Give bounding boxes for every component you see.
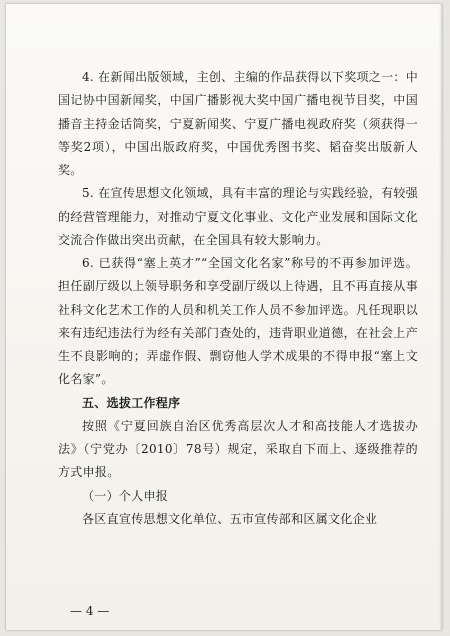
section-heading: 五、选拔工作程序 (82, 395, 181, 410)
document-page (6, 4, 442, 630)
document-body (58, 66, 418, 531)
paragraph-item-4: 4. 在新闻出版领域，主创、主编的作品获得以下奖项之一：中国记协中国新闻奖，中国广播影视大奖中国广播电视节目奖，中国播音主持金话筒奖，宁夏新闻奖、宁夏广播电视政府奖（须获得一等奖2项），中国出版政府奖，中国优秀图书奖、韬奋奖出版新人奖。 (58, 70, 418, 177)
paragraph-item-5: 5. 在宣传思想文化领域，具有丰富的理论与实践经验，有较强的经营管理能力，对推动宁夏文化事业、文化产业发展和国际文化交流合作做出突出贡献，在全国具有较大影响力。 (58, 186, 418, 247)
page-edge-shadow (439, 4, 442, 630)
page-number: — 4 — (70, 604, 110, 618)
last-line: 各区直宣传思想文化单位、五市宣传部和区属文化企业 (82, 511, 378, 526)
paragraph-item-6: 6. 已获得“塞上英才”“全国文化名家”称号的不再参加评选。担任副厅级以上领导职务和享受副厅级以上待遇，且不再直接从事社科文化艺术工作的人员和机关工作人员不参加评选。凡任现职以来有违纪违法行为经有关部门查处的，违背职业道德，在社会上产生不良影响的；弄虚作假、剽窃他人学术成果的不得申报“塞上文化名家”。 (58, 256, 418, 387)
procedure-paragraph: 按照《宁夏回族自治区优秀高层次人才和高技能人才选拔办法》（宁党办〔2010〕78号）规定，采取自下而上、逐级推荐的方式申报。 (58, 418, 418, 480)
subsection-heading: （一）个人申报 (82, 488, 169, 503)
